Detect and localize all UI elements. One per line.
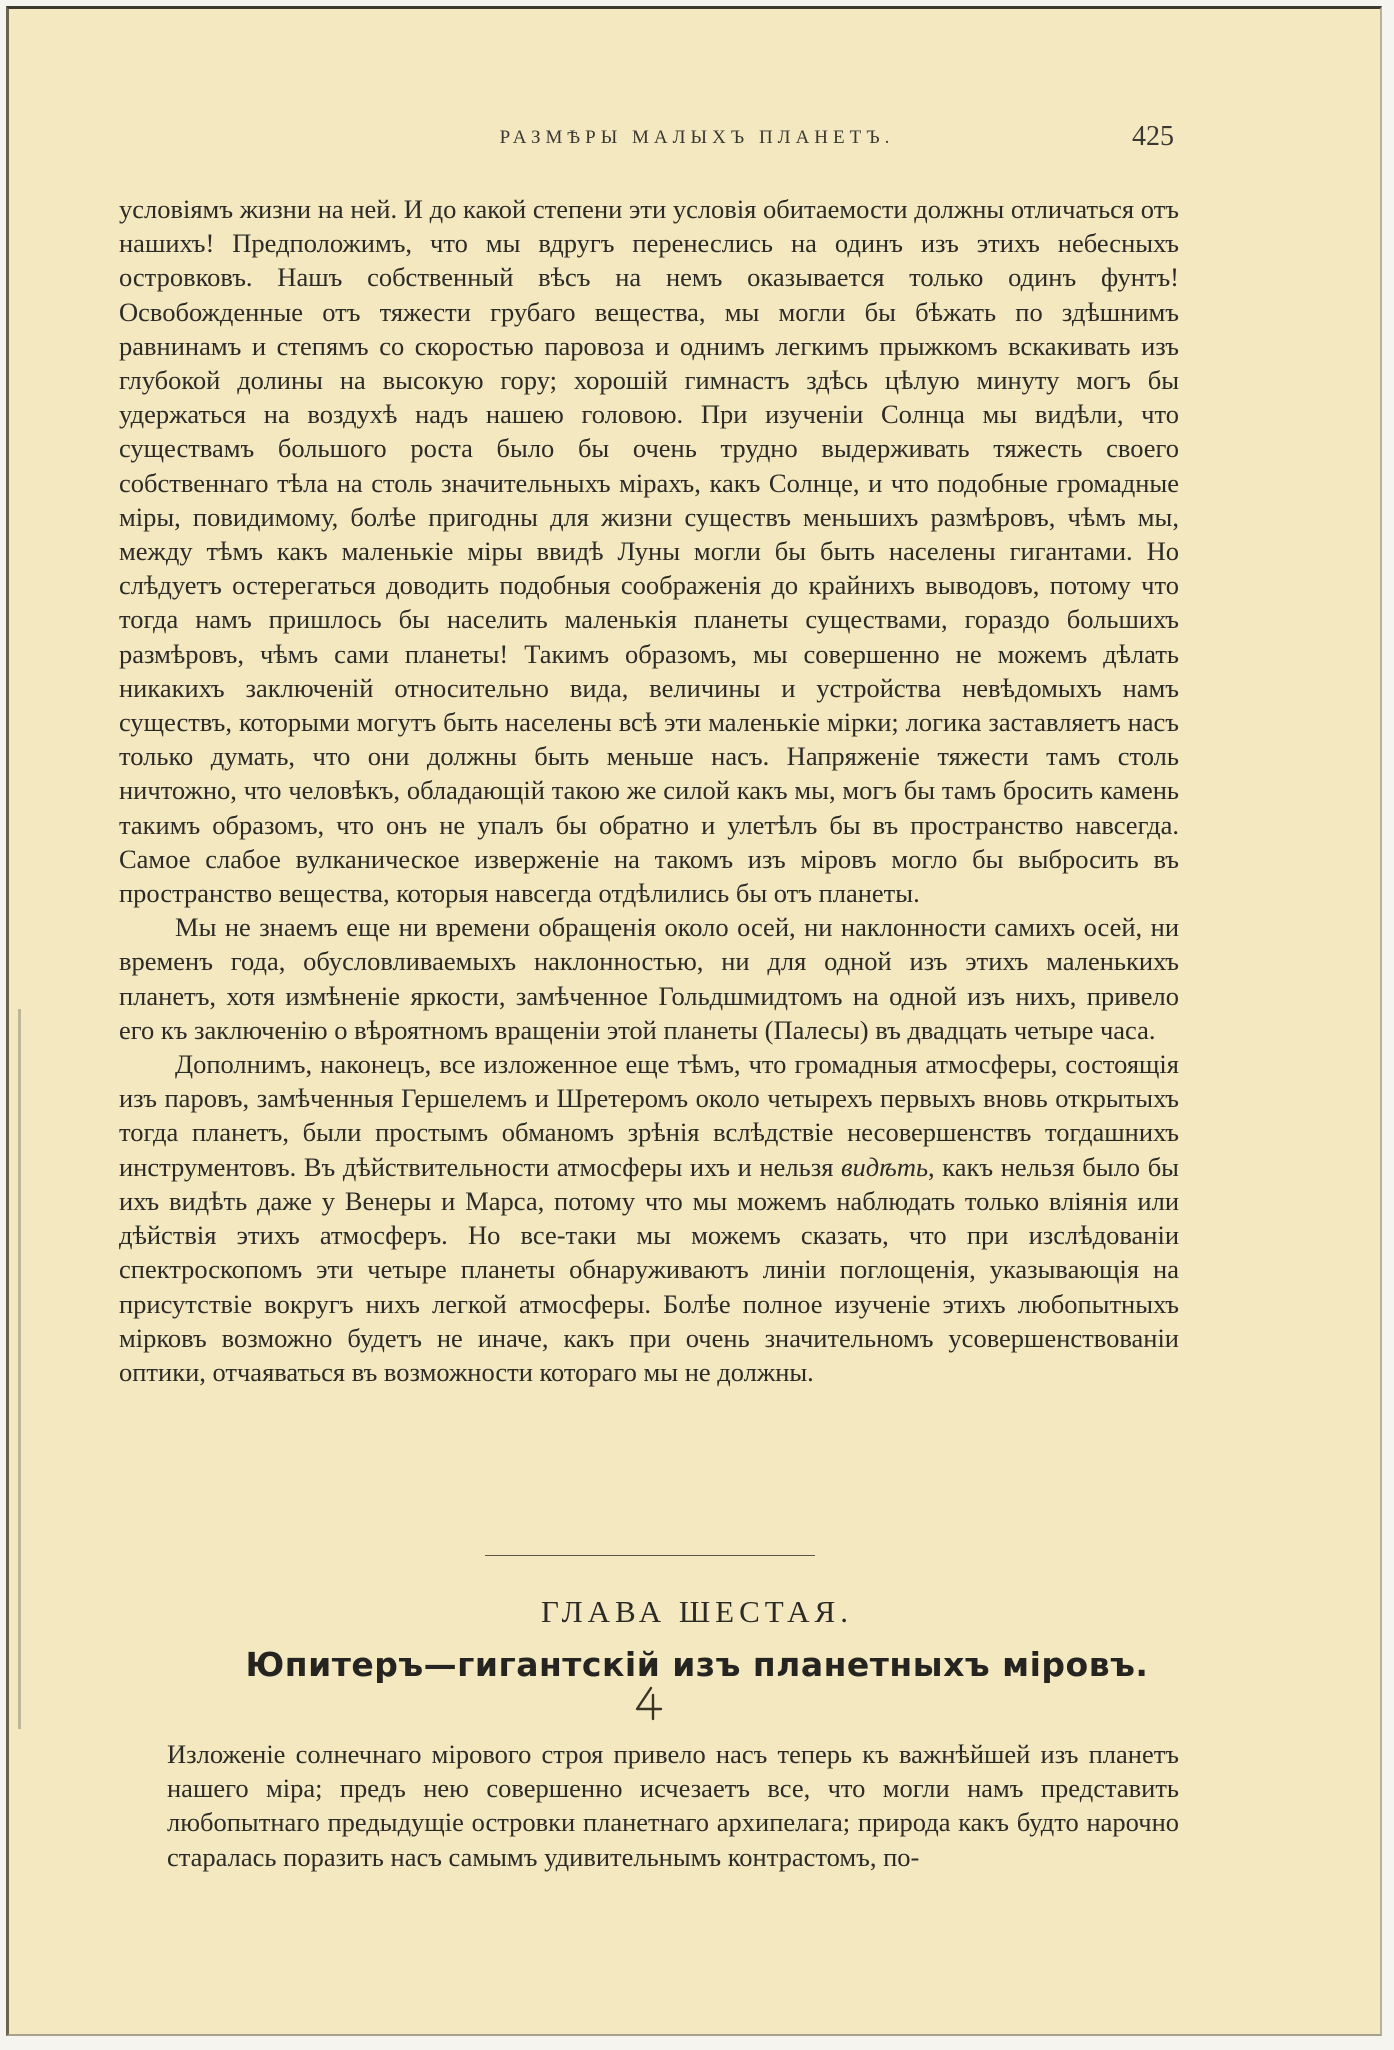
page-number: 425 <box>1132 121 1174 152</box>
paragraph: Мы не знаемъ еще ни времени обращенія около осей, ни наклонности самихъ осей, ни временъ года, обусловливаемыхъ наклонностью, ни для одной изъ этихъ маленькихъ планетъ, хотя измѣненіе яркости, замѣченное Гольдшмидтомъ на одной изъ нихъ, привело его къ заключенію о вѣроятномъ вращеніи этой планеты (Палесы) въ двадцать четыре часа. <box>119 912 1179 1045</box>
body-text <box>119 192 1179 1389</box>
paragraph <box>119 1047 1179 1389</box>
book-page <box>6 6 1382 2036</box>
section-divider <box>485 1555 815 1556</box>
handwritten-note <box>631 1685 665 1721</box>
paragraph: Изложеніе солнечнаго мірового строя привело насъ теперь къ важнѣйшей изъ планетъ нашего міра; предъ нею совершенно исчезаетъ все, что могли намъ представить любопытнаго предыдущіе островки планетнаго архипелага; природа какъ будто нарочно старалась поразить насъ самымъ удивительнымъ контрастомъ, по- <box>167 1739 1179 1872</box>
chapter-label: ГЛАВА ШЕСТАЯ. <box>541 1594 853 1629</box>
paragraph-text: , какъ нельзя было бы ихъ видѣть даже у Венеры и Марса, потому что мы можемъ наблюдать только вліянія или дѣйствія этихъ атмосферъ. Но все-таки мы можемъ сказать, что при изслѣдованіи спектроскопомъ эти четыре планеты обнаруживаютъ линіи поглощенія, указывающія на присутствіе вокругъ нихъ легкой атмосферы. Болѣе полное изученіе этихъ любопытныхъ мірковъ возможно будетъ не иначе, какъ при очень значительномъ усовершенствованіи оптики, отчаяваться въ возможности котораго мы не должны. <box>119 1151 1179 1387</box>
italic-word: видѣть <box>841 1151 929 1182</box>
paragraph: условіямъ жизни на ней. И до какой степени эти условія обитаемости должны отличаться отъ нашихъ! Предположимъ, что мы вдругъ перенеслись на одинъ изъ этихъ небесныхъ островковъ. Нашъ собственный вѣсъ на немъ оказывается только одинъ фунтъ! Освобожденные отъ тяжести грубаго вещества, мы могли бы бѣжать по здѣшнимъ равнинамъ и степямъ со скоростью паровоза и однимъ легкимъ прыжкомъ вскакивать изъ глубокой долины на высокую гору; хорошій гимнастъ здѣсь цѣлую минуту могъ бы удержаться на воздухѣ надъ нашею головою. При изученіи Солнца мы видѣли, что существамъ большого роста было бы очень трудно выдерживать тяжесть своего собственнаго тѣла на столь значительныхъ мірахъ, какъ Солнце, и что подобные громадные міры, повидимому, болѣе пригодны для жизни существъ меньшихъ размѣровъ, чѣмъ мы, между тѣмъ какъ маленькіе міры ввидѣ Луны могли бы быть населены гигантами. Но слѣдуетъ остерегаться доводить подобныя соображенія до крайнихъ выводовъ, потому что тогда намъ пришлось бы населить маленькія планеты существами, гораздо большихъ размѣровъ, чѣмъ сами планеты! Такимъ образомъ, мы совершенно не можемъ дѣлать никакихъ заключеній относительно вида, величины и устройства невѣдомыхъ намъ существъ, которыми могутъ быть населены всѣ эти маленькіе мірки; логика заставляетъ насъ только думать, что они должны быть меньше насъ. Напряженіе тяжести тамъ столь ничтожно, что человѣкъ, обладающій такою же силой какъ мы, могъ бы тамъ бросить камень такимъ образомъ, что онъ не упалъ бы обратно и улетѣлъ бы въ пространство навсегда. Самое слабое вулканическое изверженіе на такомъ изъ міровъ могло бы выбросить въ пространство вещества, которыя навсегда отдѣлились бы отъ планеты. <box>119 194 1179 909</box>
chapter-opening-text <box>167 1737 1179 1874</box>
running-title: РАЗМѢРЫ МАЛЫХЪ ПЛАНЕТЪ. <box>499 127 895 148</box>
page-edge-shadow <box>18 1009 21 1729</box>
paragraph-text: Дополнимъ, наконецъ, все изложенное еще тѣмъ, что громадныя атмосферы, состоящія изъ паровъ, замѣченныя Гершелемъ и Шретеромъ около четырехъ первыхъ вновь открытыхъ тогда планетъ, были простымъ обманомъ зрѣнія вслѣдствіе несовершенствъ тогдашнихъ инструментовъ. Въ дѣйствительности атмосферы ихъ и нельзя <box>119 1049 1179 1182</box>
chapter-title: Юпитеръ—гигантскій изъ планетныхъ міровъ. <box>245 1645 1149 1684</box>
